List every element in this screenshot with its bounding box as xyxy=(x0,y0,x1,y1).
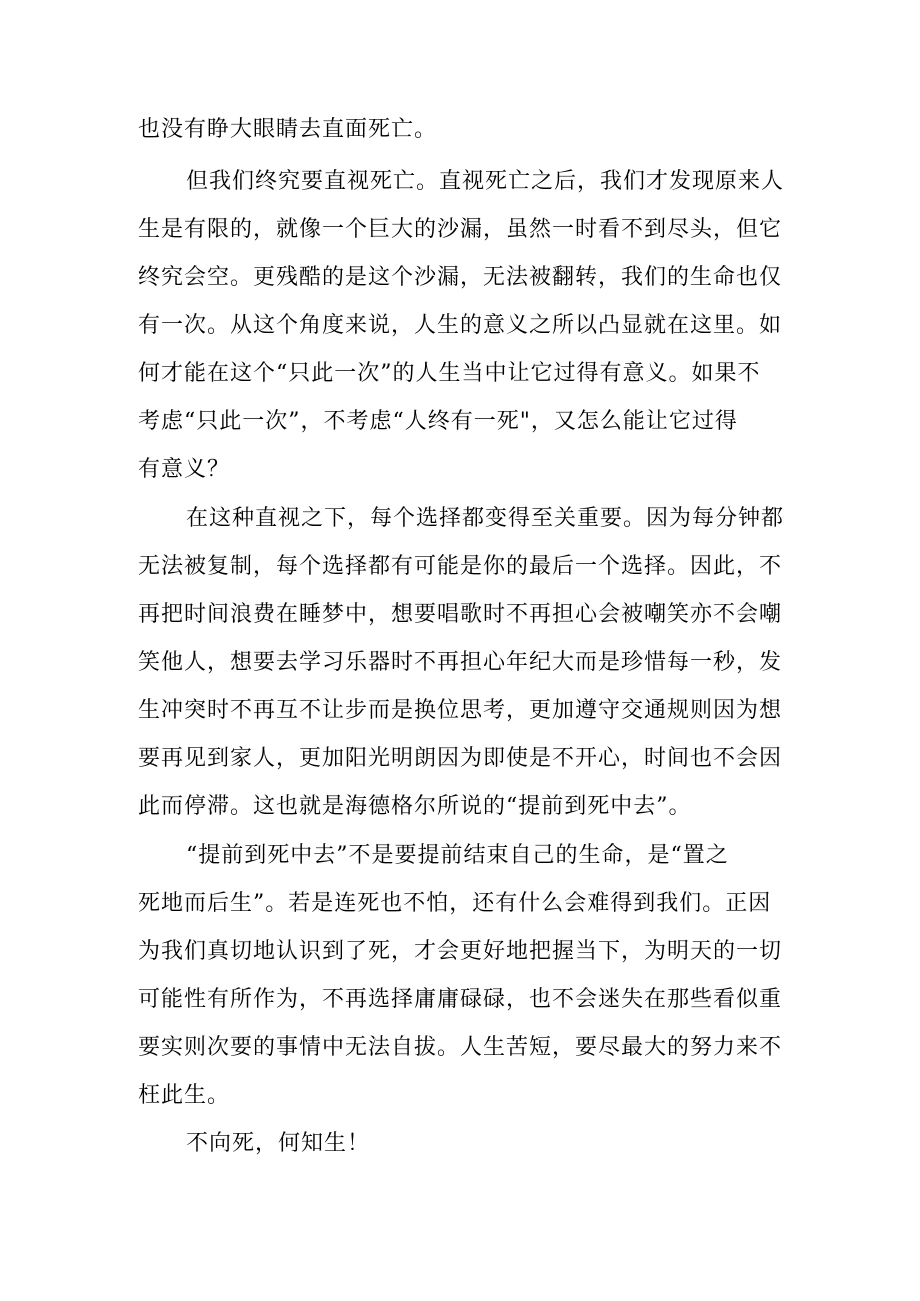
text-line: 何才能在这个“只此一次”的人生当中让它过得有意义。如果不 xyxy=(138,361,761,386)
text-line: 不向死，何知生！ xyxy=(186,1131,371,1156)
text-line: 也没有睁大眼睛去直面死亡。 xyxy=(138,117,438,142)
text-line: 有意义？ xyxy=(138,457,231,482)
text-line: 无法被复制，每个选择都有可能是你的最后一个选择。因此，不 xyxy=(138,554,783,579)
text-line: 在这种直视之下，每个选择都变得至关重要。因为每分钟都 xyxy=(186,506,785,531)
paragraph-choices xyxy=(138,495,783,831)
text-line: 但我们终究要直视死亡。直视死亡之后，我们才发现原来人 xyxy=(186,169,785,194)
text-line: 笑他人，想要去学习乐器时不再担心年纪大而是珍惜每一秒，发 xyxy=(138,650,783,675)
paragraph-face-death xyxy=(138,158,783,494)
text-line: 为我们真切地认识到了死，才会更好地把握当下，为明天的一切 xyxy=(138,939,783,964)
text-line: 此而停滞。这也就是海德格尔所说的“提前到死中去”。 xyxy=(138,794,692,819)
text-line: 有一次。从这个角度来说，人生的意义之所以凸显就在这里。如 xyxy=(138,313,783,338)
text-line: 生是有限的，就像一个巨大的沙漏，虽然一时看不到尽头，但它 xyxy=(138,217,783,242)
text-line: 枉此生。 xyxy=(138,1083,231,1108)
text-line: 可能性有所作为，不再选择庸庸碌碌，也不会迷失在那些看似重 xyxy=(138,987,783,1012)
paragraph-conclusion xyxy=(138,1120,783,1168)
paragraph-ahead-to-death xyxy=(138,832,783,1120)
paragraph-continuation xyxy=(138,106,783,154)
text-line: 要再见到家人，更加阳光明朗因为即使是不开心，时间也不会因 xyxy=(138,746,783,771)
text-line: 考虑“只此一次”，不考虑“人终有一死"，又怎么能让它过得 xyxy=(138,409,738,434)
text-line: 终究会空。更残酷的是这个沙漏，无法被翻转，我们的生命也仅 xyxy=(138,265,783,290)
text-line: 死地而后生”。若是连死也不怕，还有什么会难得到我们。正因 xyxy=(138,891,772,916)
text-line: 生冲突时不再互不让步而是换位思考，更加遵守交通规则因为想 xyxy=(138,698,783,723)
text-line: 要实则次要的事情中无法自拔。人生苦短，要尽最大的努力来不 xyxy=(138,1035,783,1060)
text-line: 再把时间浪费在睡梦中，想要唱歌时不再担心会被嘲笑亦不会嘲 xyxy=(138,602,783,627)
text-line: “提前到死中去”不是要提前结束自己的生命，是“置之 xyxy=(186,843,729,868)
